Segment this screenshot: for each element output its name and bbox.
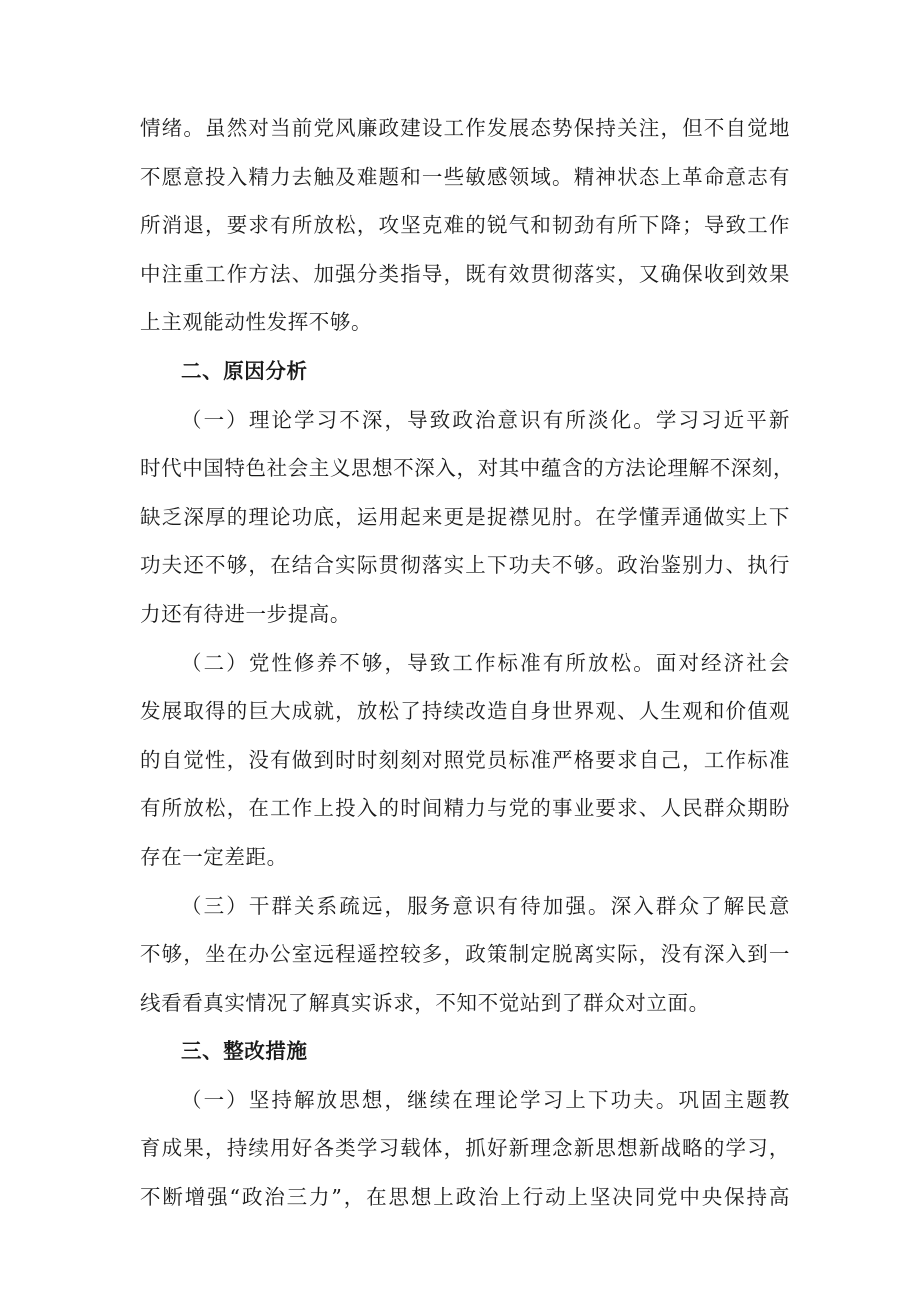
paragraph [140, 396, 795, 639]
paragraph-line: 不愿意投入精力去触及难题和一些敏感领域。精神状态上革命意志有 [140, 164, 790, 189]
paragraph-line: 所消退，要求有所放松，攻坚克难的锐气和韧劲有所下降；导致工作 [140, 213, 790, 238]
document-body [140, 104, 795, 1222]
paragraph [140, 1076, 790, 1222]
paragraph-line: 线看看真实情况了解真实诉求，不知不觉站到了群众对立面。 [140, 990, 710, 1015]
section-heading: 二、原因分析 [181, 358, 308, 383]
paragraph-line: 有所放松，在工作上投入的时间精力与党的事业要求、人民群众期盼 [140, 796, 790, 821]
paragraph-line: 不断增强“政治三力”，在思想上政治上行动上坚决同党中央保持高 [140, 1185, 790, 1210]
paragraph-line: 发展取得的巨大成就，放松了持续改造自身世界观、人生观和价值观 [140, 699, 790, 724]
paragraph-line: 力还有待进一步提高。 [140, 601, 351, 626]
paragraph-line: （二）党性修养不够，导致工作标准有所放松。面对经济社会 [181, 650, 790, 675]
paragraph-line: 情绪。虽然对当前党风廉政建设工作发展态势保持关注，但不自觉地 [140, 116, 790, 140]
paragraph-line: （三）干群关系疏远，服务意识有待加强。深入群众了解民意 [181, 893, 790, 918]
section-heading: 三、整改措施 [181, 1039, 308, 1064]
paragraph-line: 中注重工作方法、加强分类指导，既有效贯彻落实，又确保收到效果 [140, 261, 790, 286]
paragraph-line: 功夫还不够，在结合实际贯彻落实上下功夫不够。政治鉴别力、执行 [140, 553, 790, 578]
paragraph [140, 104, 790, 347]
paragraph-line: 存在一定差距。 [140, 844, 288, 869]
paragraph-line: 的自觉性，没有做到时时刻刻对照党员标准严格要求自己，工作标准 [140, 747, 790, 772]
paragraph [140, 639, 790, 882]
paragraph-line: 育成果，持续用好各类学习载体，抓好新理念新思想新战略的学习， [140, 1136, 790, 1161]
paragraph-line: 不够，坐在办公室远程遥控较多，政策制定脱离实际，没有深入到一 [140, 942, 790, 967]
paragraph-line: （一）坚持解放思想，继续在理论学习上下功夫。巩固主题教 [181, 1087, 790, 1112]
paragraph-line: （一）理论学习不深，导致政治意识有所淡化。学习习近平新 [181, 407, 790, 432]
paragraph-line: 时代中国特色社会主义思想不深入，对其中蕴含的方法论理解不深刻， [140, 456, 795, 481]
paragraph [140, 882, 790, 1028]
paragraph-line: 上主观能动性发挥不够。 [140, 310, 373, 335]
paragraph-line: 缺乏深厚的理论功底，运用起来更是捉襟见肘。在学懂弄通做实上下 [140, 504, 790, 529]
